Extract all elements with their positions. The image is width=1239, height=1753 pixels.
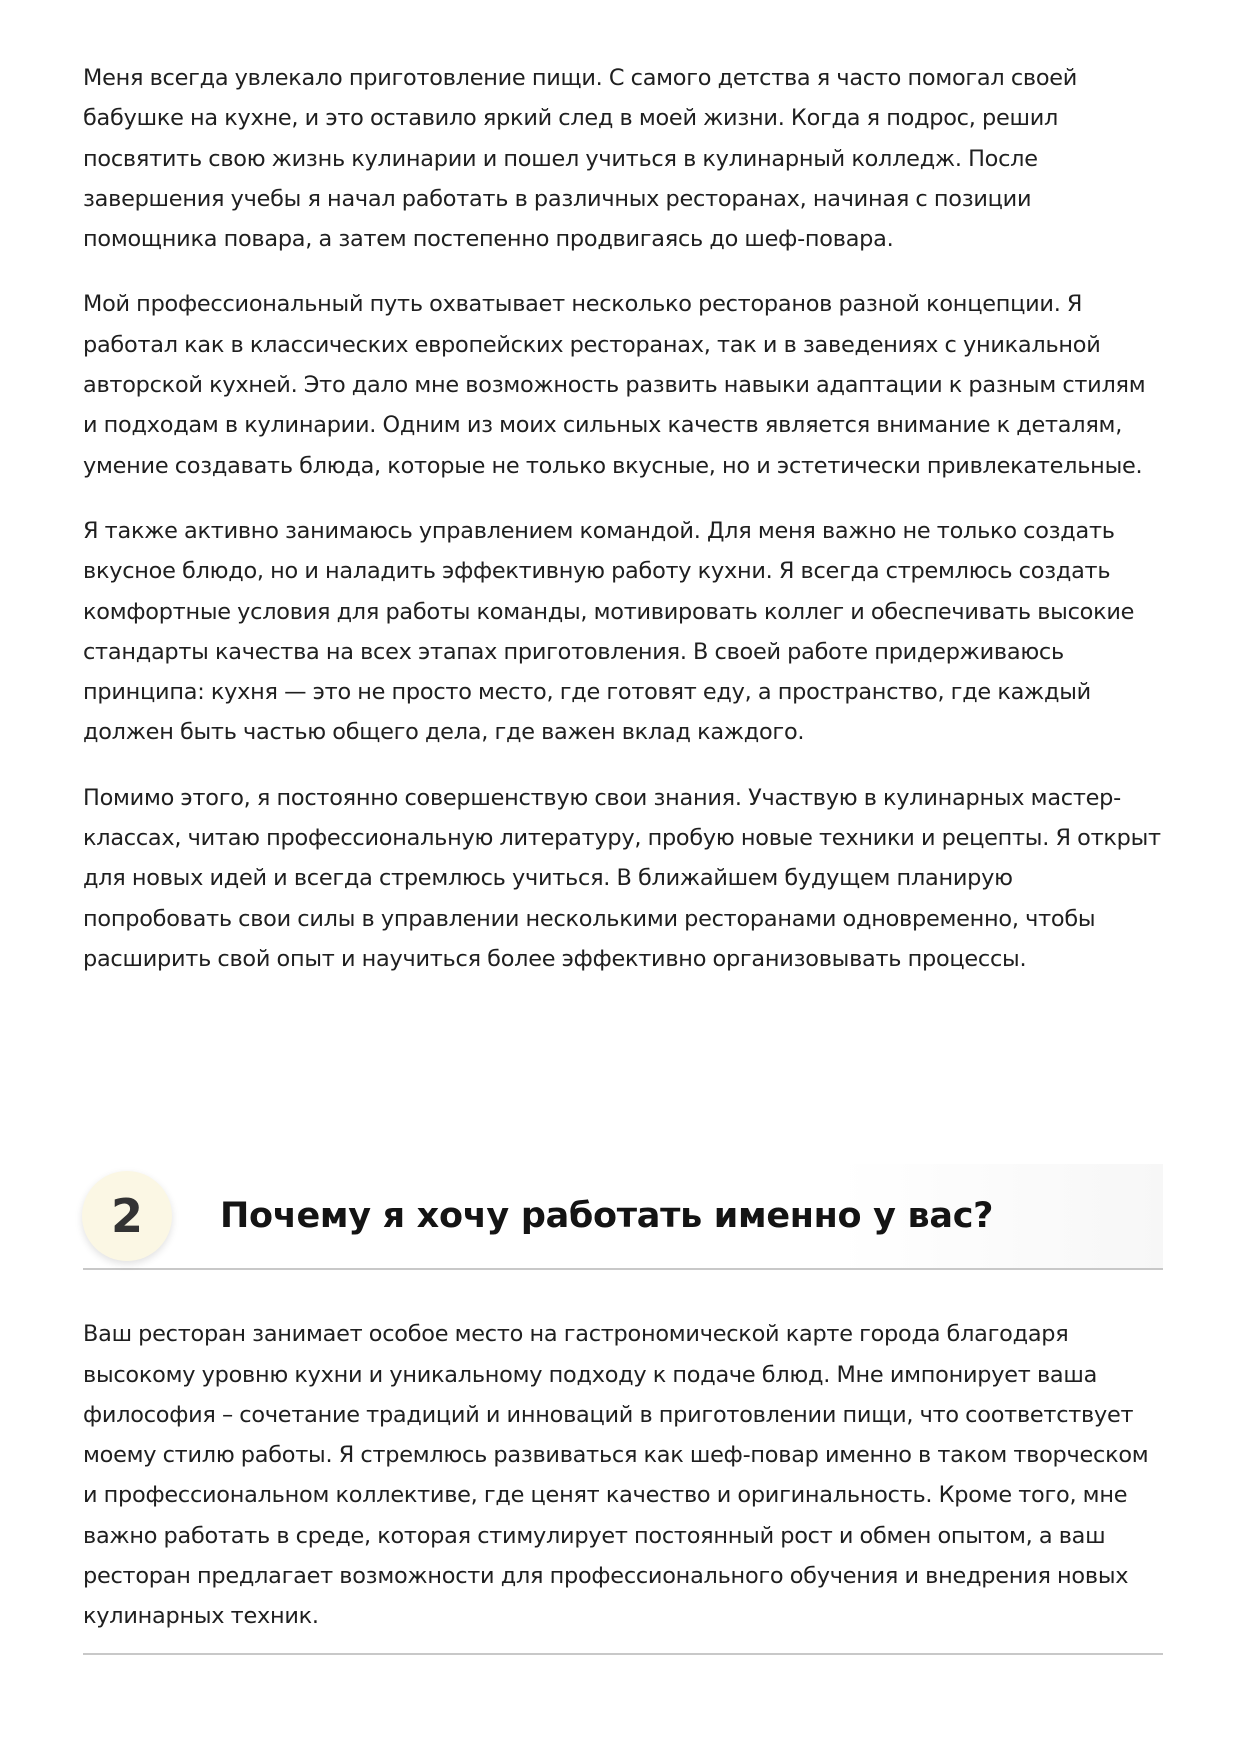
section-title: Почему я хочу работать именно у вас? — [220, 1196, 994, 1237]
section-header — [83, 1164, 1163, 1268]
intro-paragraph-4: Помимо этого, я постоянно совершенствую свои знания. Участвую в кулинарных мастер-классах, читаю профессиональную литературу, пробую новые техники и рецепты. Я открыт для новых идей и всегда стремлюсь учиться. В ближайшем будущем планирую попробовать свои силы в управлении несколькими ресторанами одновременно, чтобы расширить свой опыт и научиться более эффективно организовывать процессы. — [83, 784, 1161, 972]
section-number-badge: 2 — [82, 1171, 172, 1261]
section-bottom-divider — [83, 1653, 1163, 1655]
section-gap — [83, 1270, 1163, 1314]
document-page — [83, 58, 1163, 1655]
section-paragraph: Ваш ресторан занимает особое место на гастрономической карте города благодаря высокому уровню кухни и уникальному подходу к подаче блюд. Мне импонирует ваша философия – сочетание традиций и инноваций в приготовлении пищи, что соответствует моему стилю работы. Я стремлюсь развиваться как шеф-повар именно в таком творческом и профессиональном коллективе, где ценят качество и оригинальность. Кроме того, мне важно работать в среде, которая стимулирует постоянный рост и обмен опытом, а ваш ресторан предлагает возможности для профессионального обучения и внедрения новых кулинарных техник. — [83, 1321, 1149, 1630]
intro-paragraph-1: Меня всегда увлекало приготовление пищи. С самого детства я часто помогал своей бабушке на кухне, и это оставило яркий след в моей жизни. Когда я подрос, решил посвятить свою жизнь кулинарии и пошел учиться в кулинарный колледж. После завершения учебы я начал работать в различных ресторанах, начиная с позиции помощника повара, а затем постепенно продвигаясь до шеф-повара. — [83, 65, 1078, 253]
intro-paragraph-3: Я также активно занимаюсь управлением командой. Для меня важно не только создать вкусное блюдо, но и наладить эффективную работу кухни. Я всегда стремлюсь создать комфортные условия для работы команды, мотивировать коллег и обеспечивать высокие стандарты качества на всех этапах приготовления. В своей работе придерживаюсь принципа: кухня — это не просто место, где готовят еду, а пространство, где каждый должен быть частью общего дела, где важен вклад каждого. — [83, 517, 1135, 746]
intro-paragraph-2: Мой профессиональный путь охватывает несколько ресторанов разной концепции. Я работал как в классических европейских ресторанах, так и в заведениях с уникальной авторской кухней. Это дало мне возможность развить навыки адаптации к разным стилям и подходам в кулинарии. Одним из моих сильных качеств является внимание к деталям, умение создавать блюда, которые не только вкусные, но и эстетически привлекательные. — [83, 291, 1146, 479]
section-spacer — [83, 1004, 1163, 1164]
